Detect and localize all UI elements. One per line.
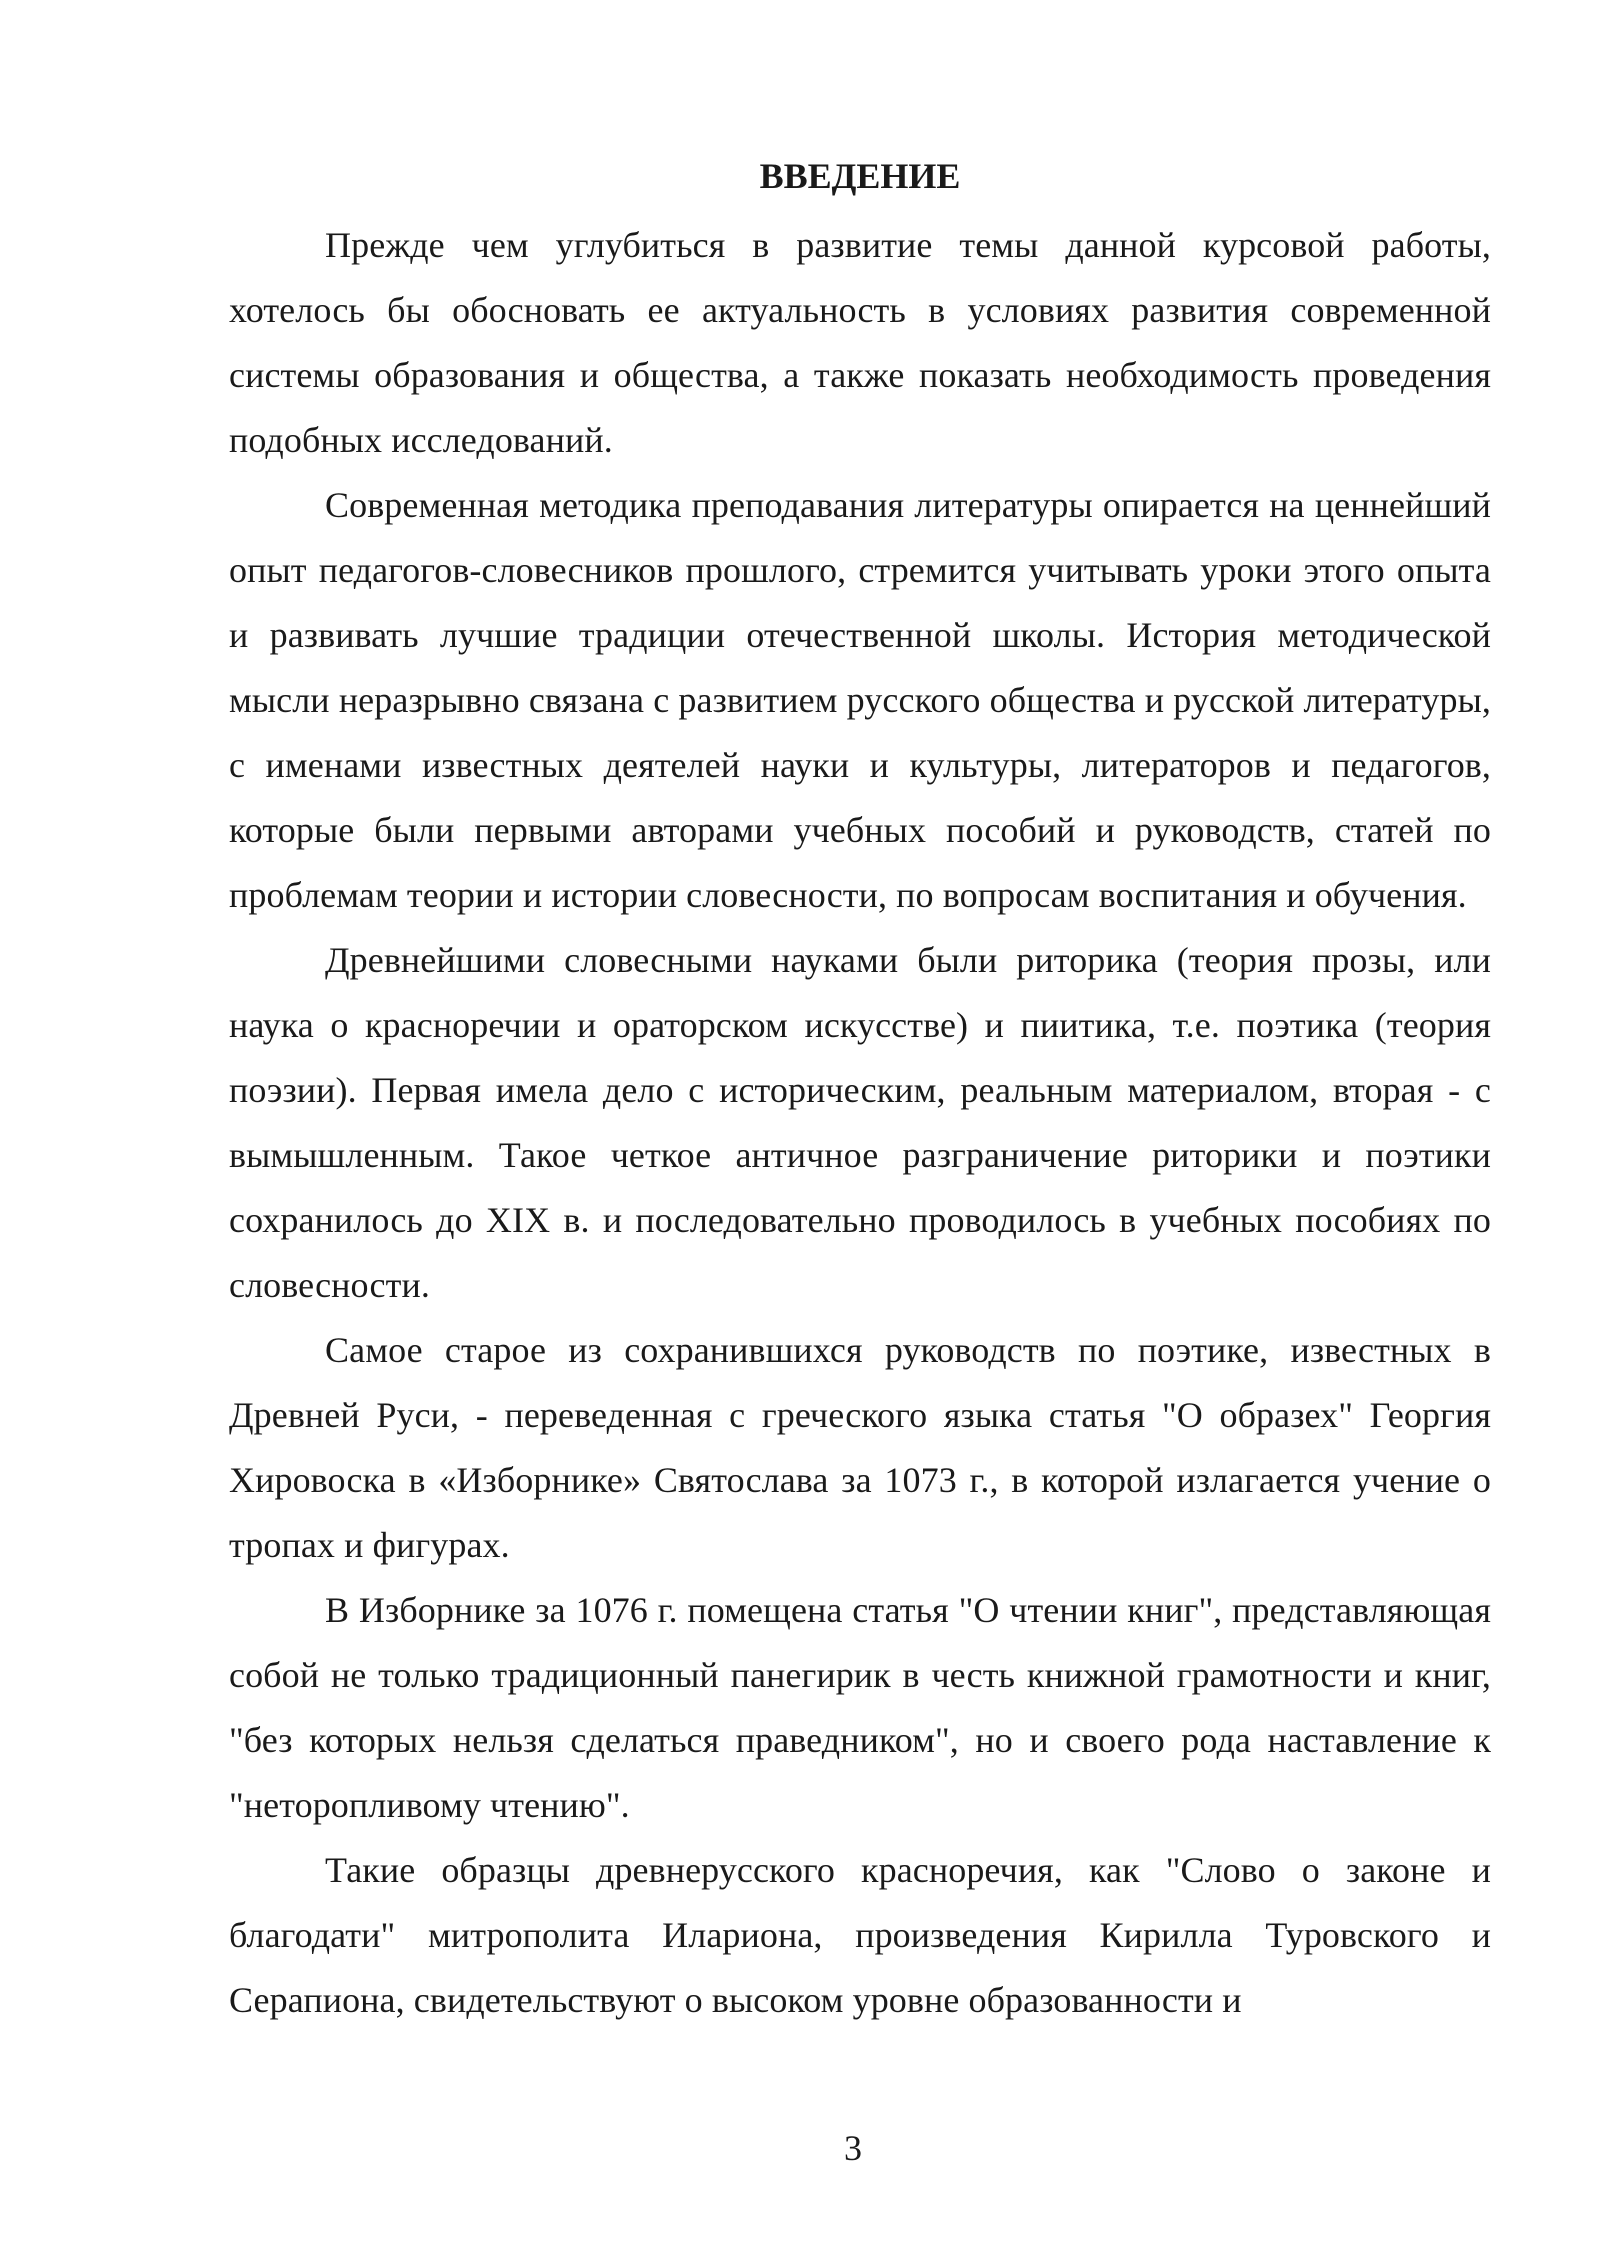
paragraph-5: В Изборнике за 1076 г. помещена статья "О чтении книг", представляющая собой не только традиционный панегирик в честь книжной грамотности и книг, "без которых нельзя сделаться праведником", но и своего рода наставление к "неторопливому чтению". — [229, 1590, 1491, 1825]
paragraph-6: Такие образцы древнерусского красноречия, как "Слово о законе и благодати" митрополита Илариона, произведения Кирилла Туровского и Серапиона, свидетельствуют о высоком уровне образованности и — [229, 1850, 1491, 2020]
paragraph-4: Самое старое из сохранившихся руководств по поэтике, известных в Древней Руси, - переведенная с греческого языка статья "О образех" Георгия Хировоска в «Изборнике» Святослава за 1073 г., в которой излагается учение о тропах и фигурах. — [229, 1330, 1491, 1565]
paragraph-1: Прежде чем углубиться в развитие темы данной курсовой работы, хотелось бы обосновать ее актуальность в условиях развития современной системы образования и общества, а также показать необходимость проведения подобных исследований. — [229, 225, 1491, 460]
paragraph-2: Современная методика преподавания литературы опирается на ценнейший опыт педагогов-словесников прошлого, стремится учитывать уроки этого опыта и развивать лучшие традиции отечественной школы. История методической мысли неразрывно связана с развитием русского общества и русской литературы, с именами известных деятелей науки и культуры, литераторов и педагогов, которые были первыми авторами учебных пособий и руководств, статей по проблемам теории и истории словесности, по вопросам воспитания и обучения. — [229, 485, 1491, 915]
page-title: ВВЕДЕНИЕ — [759, 156, 961, 196]
body-text — [229, 213, 1491, 2033]
page-number-label: 3 — [844, 2128, 862, 2168]
page-number — [0, 2124, 1600, 2172]
paragraph-3: Древнейшими словесными науками были риторика (теория прозы, или наука о красноречии и ораторском искусстве) и пиитика, т.е. поэтика (теория поэзии). Первая имела дело с историческим, реальным материалом, вторая - с вымышленным. Такое четкое античное разграничение риторики и поэтики сохранилось до XIX в. и последовательно проводилось в учебных пособиях по словесности. — [229, 940, 1491, 1305]
